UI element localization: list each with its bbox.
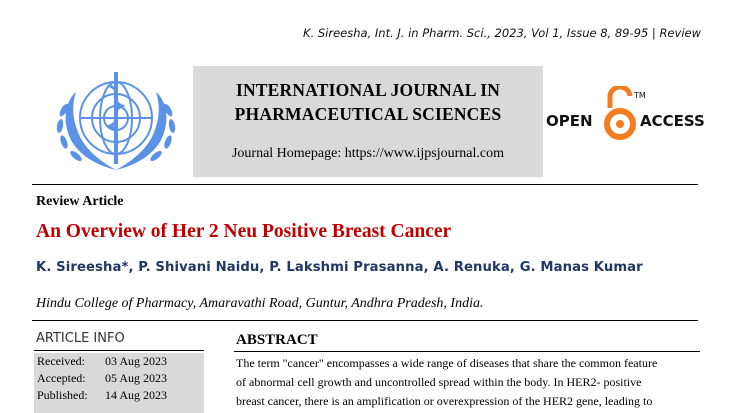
abstract-line: The term "cancer" encompasses a wide range of diseases that share the common feature	[236, 356, 658, 370]
journal-name: INTERNATIONAL JOURNAL IN PHARMACEUTICAL SCIENCES	[234, 80, 502, 124]
date-row-received: Received: 03 Aug 2023	[37, 354, 168, 368]
open-access-word-access: ACCESS	[640, 112, 705, 130]
article-info-heading: ARTICLE INFO	[36, 331, 125, 346]
header-divider	[32, 184, 698, 185]
abstract-heading: ABSTRACT	[236, 332, 318, 348]
abstract-line: of abnormal cell growth and uncontrolled spread within the body. In HER2- positive	[236, 375, 642, 389]
date-row-accepted: Accepted: 05 Aug 2023	[37, 371, 168, 385]
article-type: Review Article	[36, 194, 124, 209]
journal-homepage-link[interactable]: Journal Homepage: https://www.ijpsjournal.com	[231, 146, 505, 161]
trademark-mark: TM	[634, 91, 646, 100]
open-lock-icon	[607, 87, 633, 137]
open-access-logo	[546, 86, 716, 146]
running-header-citation: K. Sireesha, Int. J. in Pharm. Sci., 2023, Vol 1, Issue 8, 89-95 | Review	[303, 26, 701, 40]
open-access-word-open: OPEN	[546, 112, 593, 130]
journal-banner	[193, 66, 543, 177]
abstract-line: breast cancer, there is an amplification or overexpression of the HER2 gene, leading to	[236, 394, 653, 408]
section-divider	[32, 320, 698, 321]
abstract-body	[236, 354, 700, 411]
article-info-underline	[34, 350, 204, 351]
author-list: K. Sireesha*, P. Shivani Naidu, P. Lakshmi Prasanna, A. Renuka, G. Manas Kumar	[36, 260, 643, 275]
who-emblem-icon	[42, 62, 190, 182]
author-affiliation: Hindu College of Pharmacy, Amaravathi Road, Guntur, Andhra Pradesh, India.	[36, 296, 484, 311]
article-title: An Overview of Her 2 Neu Positive Breast Cancer	[36, 221, 452, 242]
article-dates-box	[34, 353, 204, 413]
date-row-published: Published: 14 Aug 2023	[37, 388, 168, 402]
abstract-underline	[234, 351, 700, 352]
